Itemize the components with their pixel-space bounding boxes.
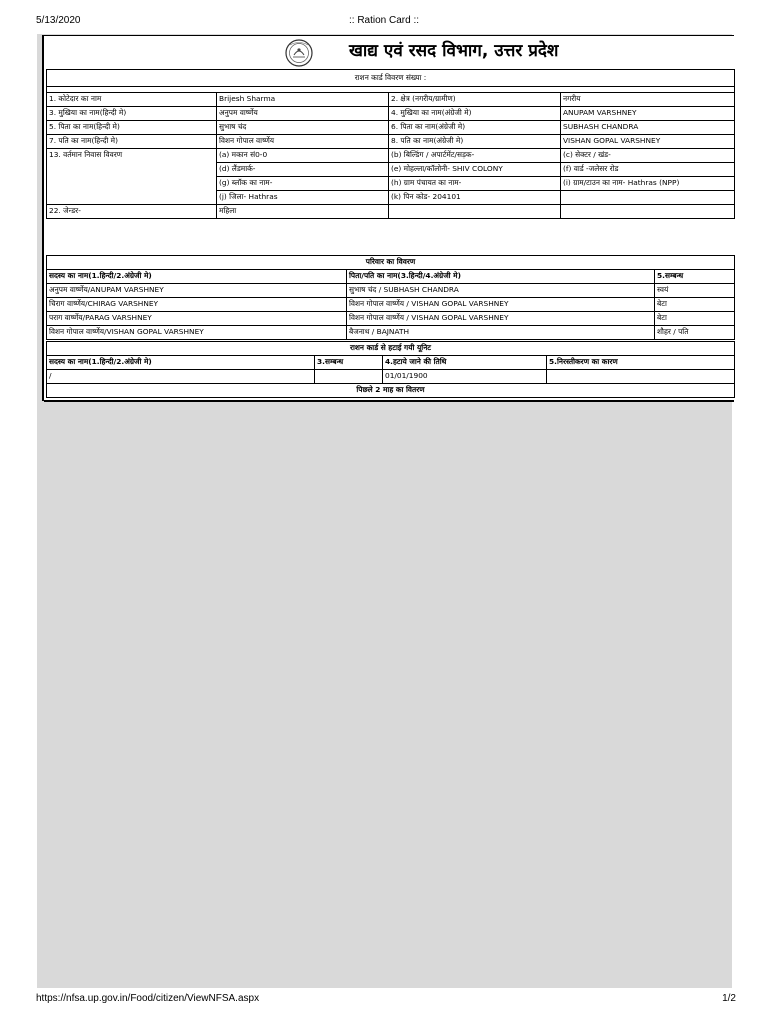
detail-cell: नगरीय — [561, 93, 735, 107]
table-row — [47, 370, 735, 384]
address-cell: (d) लैंडमार्क- — [217, 163, 389, 177]
family-cell: स्वयं — [655, 284, 735, 298]
department-title: खाद्य एवं रसद विभाग, उत्तर प्रदेश — [349, 41, 559, 61]
family-details-table — [46, 255, 735, 340]
department-banner — [44, 35, 734, 70]
column-header: पिता/पति का नाम(3.हिन्दी/4.अंग्रेजी मे) — [347, 270, 655, 284]
ration-card — [42, 35, 734, 401]
address-cell: (j) जिला- Hathras — [217, 191, 389, 205]
page-number: 1/2 — [722, 993, 736, 1004]
family-section-title: परिवार का विवरण — [47, 256, 735, 270]
family-cell: चिराग वार्ष्णेय/CHIRAG VARSHNEY — [47, 298, 347, 312]
detail-cell: Brijesh Sharma — [217, 93, 389, 107]
removed-cell: 01/01/1900 — [383, 370, 547, 384]
address-cell: (h) ग्राम पंचायत का नाम- — [389, 177, 561, 191]
up-government-seal-icon — [284, 39, 314, 67]
distribution-section-title: पिछले 2 माह का वितरण — [47, 384, 735, 398]
empty-cell — [389, 205, 561, 219]
removed-cell — [547, 370, 735, 384]
removed-section-title: राशन कार्ड से हटाई गयी यूनिट — [47, 342, 735, 356]
gender-value: महिला — [217, 205, 389, 219]
address-cell: (f) वार्ड -जलेसर रोड — [561, 163, 735, 177]
family-cell: शौहर / पति — [655, 326, 735, 340]
detail-cell: 7. पति का नाम(हिन्दी मे) — [47, 135, 217, 149]
removed-units-table — [46, 341, 735, 398]
detail-row — [47, 93, 735, 107]
column-header: 5.निरस्तीकरण का कारण — [547, 356, 735, 370]
address-cell: (b) बिल्डिंग / अपार्टमेंट/सड़क- — [389, 149, 561, 163]
ration-card-number-caption: राशन कार्ड विवरण संख्या : — [47, 70, 735, 87]
family-cell: बेटा — [655, 298, 735, 312]
detail-cell: VISHAN GOPAL VARSHNEY — [561, 135, 735, 149]
address-cell: (a) मकान सं0-0 — [217, 149, 389, 163]
detail-cell: 2. क्षेत्र (नगरीय/ग्रामीण) — [389, 93, 561, 107]
column-header: सदस्य का नाम(1.हिन्दी/2.अंग्रेजी मे) — [47, 356, 315, 370]
address-cell: (c) सेक्टर / खंड- — [561, 149, 735, 163]
gender-label: 22. जेन्डर- — [47, 205, 217, 219]
family-cell: बेटा — [655, 312, 735, 326]
card-bottom-border — [44, 400, 734, 402]
detail-cell: विशन गोपाल वार्ष्णेय — [217, 135, 389, 149]
table-row — [47, 312, 735, 326]
page-url: https://nfsa.up.gov.in/Food/citizen/ViewNFSA.aspx — [36, 993, 260, 1004]
detail-cell: 6. पिता का नाम(अंग्रेजी मे) — [389, 121, 561, 135]
print-date: 5/13/2020 — [36, 15, 81, 26]
ration-card-details-table — [46, 69, 735, 219]
address-row-1 — [47, 149, 735, 163]
address-cell: (g) ब्लॉक का नाम- — [217, 177, 389, 191]
address-label: 13. वर्तमान निवास विवरण — [47, 149, 217, 205]
removed-header-row — [47, 356, 735, 370]
detail-cell: 5. पिता का नाम(हिन्दी मे) — [47, 121, 217, 135]
detail-cell: सुभाष चंद — [217, 121, 389, 135]
table-row — [47, 326, 735, 340]
empty-cell — [561, 205, 735, 219]
detail-cell: 8. पति का नाम(अंग्रेजी मे) — [389, 135, 561, 149]
column-header: 3.सम्बन्ध — [315, 356, 383, 370]
print-header — [36, 15, 732, 31]
column-header: सदस्य का नाम(1.हिन्दी/2.अंग्रेजी मे) — [47, 270, 347, 284]
detail-cell: अनुपम वार्ष्णेय — [217, 107, 389, 121]
gender-row — [47, 205, 735, 219]
detail-cell: ANUPAM VARSHNEY — [561, 107, 735, 121]
detail-cell: SUBHASH CHANDRA — [561, 121, 735, 135]
detail-row — [47, 135, 735, 149]
family-cell: अनुपम वार्ष्णेय/ANUPAM VARSHNEY — [47, 284, 347, 298]
print-title: :: Ration Card :: — [348, 15, 420, 26]
removed-cell: / — [47, 370, 315, 384]
print-footer — [36, 993, 736, 1009]
table-row — [47, 284, 735, 298]
page-canvas — [37, 34, 732, 988]
address-cell: (k) पिन कोड- 204101 — [389, 191, 561, 205]
detail-cell: 3. मुखिया का नाम(हिन्दी मे) — [47, 107, 217, 121]
column-header: 5.सम्बन्ध — [655, 270, 735, 284]
family-cell: बैजनाथ / BAJNATH — [347, 326, 655, 340]
family-cell: सुभाष चंद / SUBHASH CHANDRA — [347, 284, 655, 298]
column-header: 4.हटाये जाने की तिथि — [383, 356, 547, 370]
detail-cell: 4. मुखिया का नाम(अंग्रेजी मे) — [389, 107, 561, 121]
removed-cell — [315, 370, 383, 384]
family-header-row — [47, 270, 735, 284]
family-cell: विशन गोपाल वार्ष्णेय/VISHAN GOPAL VARSHNEY — [47, 326, 347, 340]
detail-row — [47, 121, 735, 135]
family-cell: पराग वार्ष्णेय/PARAG VARSHNEY — [47, 312, 347, 326]
detail-cell: 1. कोटेदार का नाम — [47, 93, 217, 107]
family-cell: विशन गोपाल वार्ष्णेय / VISHAN GOPAL VARSHNEY — [347, 298, 655, 312]
family-cell: विशन गोपाल वार्ष्णेय / VISHAN GOPAL VARSHNEY — [347, 312, 655, 326]
table-row — [47, 298, 735, 312]
ration-number-row — [47, 70, 735, 87]
address-cell: (e) मोहल्ला/कॉलोनी- SHIV COLONY — [389, 163, 561, 177]
address-cell — [561, 191, 735, 205]
detail-row — [47, 107, 735, 121]
address-cell: (i) ग्राम/टाउन का नाम- Hathras (NPP) — [561, 177, 735, 191]
